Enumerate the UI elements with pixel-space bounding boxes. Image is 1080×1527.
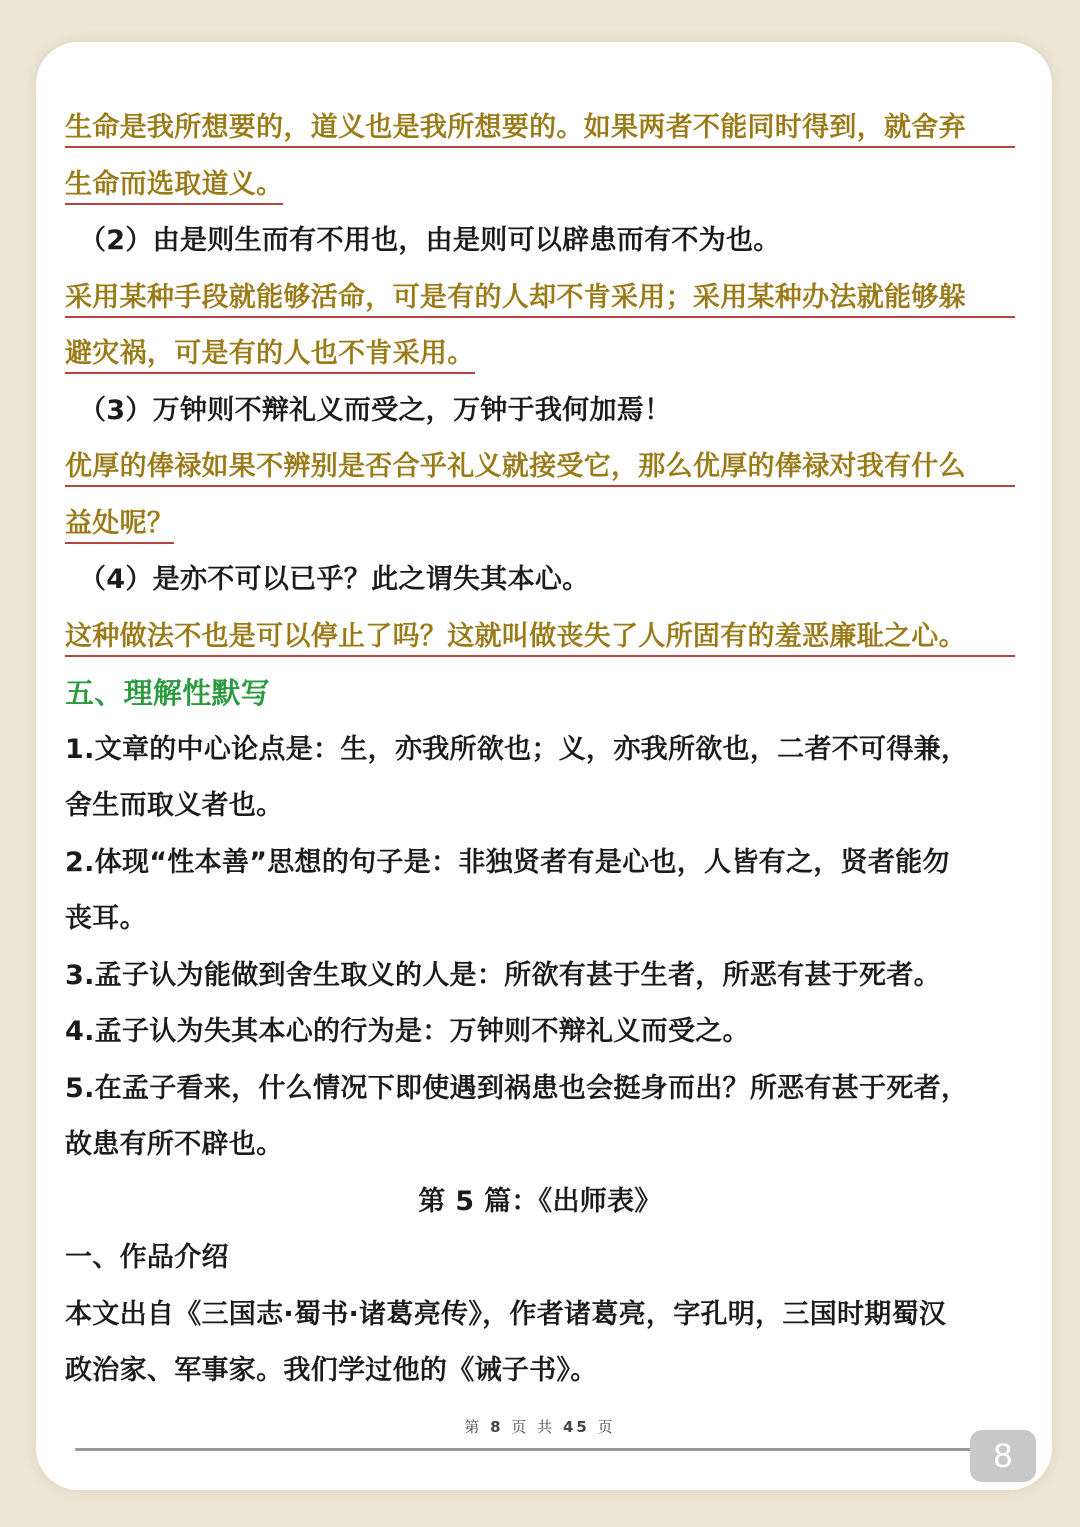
answer-line xyxy=(65,326,1015,383)
answer-line xyxy=(65,496,1015,553)
body-text: 丧耳。 xyxy=(65,903,147,934)
page-badge: 8 xyxy=(970,1430,1036,1482)
body-line xyxy=(65,891,1015,948)
answer-line xyxy=(65,270,1015,327)
answer-text: 采用某种手段就能够活命，可是有的人却不肯采用；采用某种办法就能够躲 xyxy=(65,281,1015,318)
page-footer xyxy=(0,1416,1080,1437)
answer-text: 避灾祸，可是有的人也不肯采用。 xyxy=(65,337,475,374)
footer-suffix: 页 xyxy=(597,1418,616,1436)
body-text: 4.孟子认为失其本心的行为是：万钟则不辩礼义而受之。 xyxy=(65,1016,750,1047)
answer-line xyxy=(65,439,1015,496)
answer-text: 这种做法不也是可以停止了吗？这就叫做丧失了人所固有的羞恶廉耻之心。 xyxy=(65,620,1015,657)
answer-text: 生命是我所想要的，道义也是我所想要的。如果两者不能同时得到，就舍弃 xyxy=(65,111,1015,148)
document-content xyxy=(65,100,1015,1400)
body-line xyxy=(65,835,1015,892)
body-line xyxy=(65,1287,1015,1344)
footer-mid: 页 共 xyxy=(511,1418,556,1436)
answer-text: 生命而选取道义。 xyxy=(65,168,283,205)
chapter-title-text: 第 5 篇：《出师表》 xyxy=(418,1185,662,1217)
body-text: 故患有所不辟也。 xyxy=(65,1129,284,1160)
body-text: 舍生而取义者也。 xyxy=(65,790,284,821)
body-text: 本文出自《三国志·蜀书·诸葛亮传》，作者诸葛亮，字孔明，三国时期蜀汉 xyxy=(65,1298,947,1330)
answer-line xyxy=(65,157,1015,214)
footer-rule xyxy=(75,1448,1010,1451)
body-line xyxy=(65,1343,1015,1400)
body-text: 政治家、军事家。我们学过他的《诫子书》。 xyxy=(65,1355,598,1386)
chapter-title xyxy=(65,1174,1015,1231)
body-line xyxy=(65,722,1015,779)
answer-text: 益处呢？ xyxy=(65,507,174,544)
question-line xyxy=(65,213,1015,270)
body-text: 2.体现“性本善”思想的句子是：非独贤者有是心也，人皆有之，贤者能勿 xyxy=(65,846,950,878)
footer-total-pages: 45 xyxy=(562,1418,590,1436)
question-text: （4）是亦不可以已乎？此之谓失其本心。 xyxy=(79,564,590,595)
answer-text: 优厚的俸禄如果不辨别是否合乎礼义就接受它，那么优厚的俸禄对我有什么 xyxy=(65,450,1015,487)
section-heading xyxy=(65,665,1015,722)
body-text: 1.文章的中心论点是：生，亦我所欲也；义，亦我所欲也，二者不可得兼， xyxy=(65,733,969,765)
question-line xyxy=(65,552,1015,609)
answer-line xyxy=(65,609,1015,666)
body-text: 5.在孟子看来，什么情况下即使遇到祸患也会挺身而出？所恶有甚于死者， xyxy=(65,1072,969,1104)
answer-line xyxy=(65,100,1015,157)
footer-prefix: 第 xyxy=(464,1418,483,1436)
body-line xyxy=(65,778,1015,835)
body-text: 一、作品介绍 xyxy=(65,1242,229,1273)
question-text: （2）由是则生而有不用也，由是则可以辟患而有不为也。 xyxy=(79,225,781,256)
question-line xyxy=(65,383,1015,440)
question-text: （3）万钟则不辩礼义而受之，万钟于我何加焉！ xyxy=(79,394,672,426)
body-line xyxy=(65,1230,1015,1287)
body-text: 3.孟子认为能做到舍生取义的人是：所欲有甚于生者，所恶有甚于死者。 xyxy=(65,959,941,991)
footer-page-number: 8 xyxy=(490,1418,504,1436)
section-heading-text: 五、理解性默写 xyxy=(65,676,271,710)
body-line xyxy=(65,1061,1015,1118)
body-line xyxy=(65,948,1015,1005)
body-line xyxy=(65,1117,1015,1174)
body-line xyxy=(65,1004,1015,1061)
